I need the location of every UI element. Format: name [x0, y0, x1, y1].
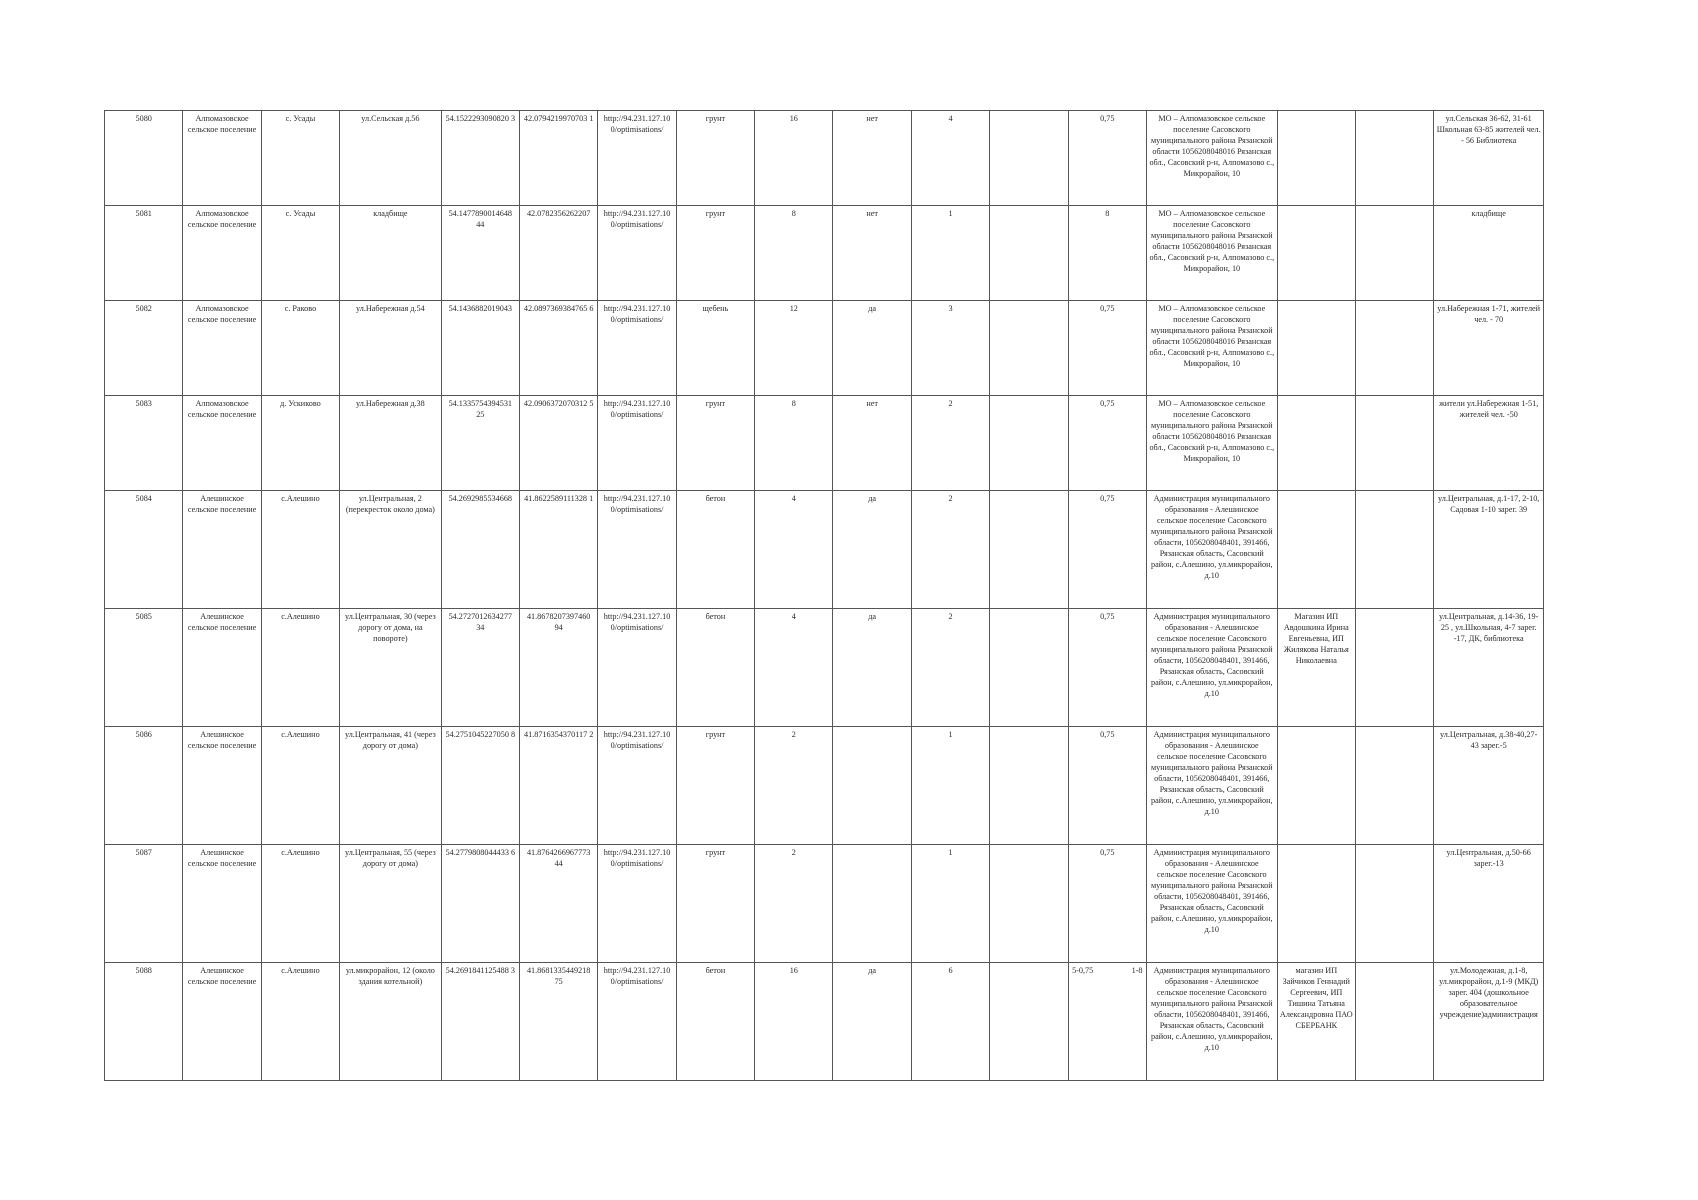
- cell-fence: да: [833, 609, 911, 727]
- volume-right: 1-8: [1131, 966, 1143, 975]
- cell-empty: [990, 396, 1068, 491]
- cell-fence: да: [833, 491, 911, 609]
- cell-address: кладбище: [340, 206, 441, 301]
- cell-empty: [990, 491, 1068, 609]
- cell-address: ул.Центральная, 41 (через дорогу от дома): [340, 727, 441, 845]
- cell-waste-generator: Магазин ИП Авдошкина Ирина Евгеньевна, ИП Жилякова Наталья Николаевна: [1277, 609, 1355, 727]
- cell-area: 4: [755, 609, 833, 727]
- cell-locality: с.Алешино: [261, 963, 339, 1081]
- cell-area: 16: [755, 111, 833, 206]
- cell-volume: 0,75: [1068, 845, 1146, 963]
- cell-url: http://94.231.127.10 0/optimisations/: [598, 206, 676, 301]
- volume-left: 5-0,75: [1072, 966, 1094, 975]
- cell-volume: 0,75: [1068, 111, 1146, 206]
- cell-latitude: 54.2692985534668: [441, 491, 519, 609]
- cell-settlement: Алпомазовское сельское поселение: [183, 396, 261, 491]
- cell-address: ул.Набережная д.38: [340, 396, 441, 491]
- cell-waste-generator: [1277, 727, 1355, 845]
- cell-locality: с. Раково: [261, 301, 339, 396]
- cell-empty: [990, 845, 1068, 963]
- cell-containers: 2: [911, 609, 989, 727]
- cell-containers: 6: [911, 963, 989, 1081]
- table-row: [105, 491, 1544, 609]
- cell-settlement: Алешинское сельское поселение: [183, 609, 261, 727]
- cell-latitude: 54.2691841125488 3: [441, 963, 519, 1081]
- cell-owner: МО – Алпомазовское сельское поселение Сасовского муниципального района Рязанской области 1056208048016 Рязанская обл., Сасовский р-н, Алпомазово с., Микрорайон, 10: [1146, 396, 1277, 491]
- table-row: [105, 845, 1544, 963]
- cell-url: http://94.231.127.10 0/optimisations/: [598, 727, 676, 845]
- cell-volume: 0,75: [1068, 301, 1146, 396]
- cell-waste-generator: [1277, 206, 1355, 301]
- cell-owner: МО – Алпомазовское сельское поселение Сасовского муниципального района Рязанской области 1056208048016 Рязанская обл., Сасовский р-н, Алпомазово с., Микрорайон, 10: [1146, 301, 1277, 396]
- waste-sites-table: [104, 110, 1544, 1081]
- cell-empty: [990, 301, 1068, 396]
- cell-empty: [990, 727, 1068, 845]
- cell-surface: грунт: [676, 396, 754, 491]
- cell-locality: с. Усады: [261, 111, 339, 206]
- cell-empty: [1355, 111, 1433, 206]
- cell-containers: 3: [911, 301, 989, 396]
- cell-containers: 2: [911, 396, 989, 491]
- cell-url: http://94.231.127.10 0/optimisations/: [598, 609, 676, 727]
- cell-empty: [990, 206, 1068, 301]
- cell-sources: ул.Центральная, д.50-66 зарег.-13: [1434, 845, 1544, 963]
- cell-address: ул.микрорайон, 12 (около здания котельной): [340, 963, 441, 1081]
- cell-waste-generator: [1277, 111, 1355, 206]
- cell-address: ул.Сельская д.56: [340, 111, 441, 206]
- cell-locality: с.Алешино: [261, 727, 339, 845]
- cell-surface: грунт: [676, 845, 754, 963]
- cell-address: ул.Центральная, 55 (через дорогу от дома): [340, 845, 441, 963]
- cell-empty: [1355, 609, 1433, 727]
- cell-longitude: 42.0782356262207: [519, 206, 597, 301]
- cell-empty: [1355, 396, 1433, 491]
- cell-number: 5088: [105, 963, 183, 1081]
- cell-area: 2: [755, 727, 833, 845]
- cell-empty: [1355, 301, 1433, 396]
- cell-fence: нет: [833, 111, 911, 206]
- cell-longitude: 42.0897369384765 6: [519, 301, 597, 396]
- cell-settlement: Алешинское сельское поселение: [183, 491, 261, 609]
- cell-sources: ул.Набережная 1-71, жителей чел. - 70: [1434, 301, 1544, 396]
- cell-volume: [1068, 963, 1146, 1081]
- cell-fence: [833, 845, 911, 963]
- cell-longitude: 42.0906372070312 5: [519, 396, 597, 491]
- cell-waste-generator: [1277, 845, 1355, 963]
- cell-owner: Администрация муниципального образования - Алешинское сельское поселение Сасовского муниципального района Рязанской области, 1056208048401, 391466, Рязанская область, Сасовский район, с.Алешино, ул.микрорайон, д.10: [1146, 609, 1277, 727]
- cell-containers: 1: [911, 727, 989, 845]
- cell-empty: [990, 963, 1068, 1081]
- cell-fence: [833, 727, 911, 845]
- cell-empty: [990, 111, 1068, 206]
- cell-volume: 0,75: [1068, 491, 1146, 609]
- cell-locality: с.Алешино: [261, 845, 339, 963]
- cell-waste-generator: [1277, 396, 1355, 491]
- cell-url: http://94.231.127.10 0/optimisations/: [598, 396, 676, 491]
- cell-sources: ул.Центральная, д.1-17, 2-10, Садовая 1-10 зарег. 39: [1434, 491, 1544, 609]
- cell-area: 12: [755, 301, 833, 396]
- cell-url: http://94.231.127.10 0/optimisations/: [598, 111, 676, 206]
- cell-sources: ул.Молодежная, д.1-8, ул.микрорайон, д.1-9 (МКД) зарег. 404 (дошкольное образовательное учреждение)администрация: [1434, 963, 1544, 1081]
- cell-number: 5080: [105, 111, 183, 206]
- cell-fence: нет: [833, 396, 911, 491]
- cell-area: 8: [755, 206, 833, 301]
- cell-number: 5081: [105, 206, 183, 301]
- table-row: [105, 609, 1544, 727]
- cell-waste-generator: [1277, 301, 1355, 396]
- cell-containers: 2: [911, 491, 989, 609]
- cell-surface: бетон: [676, 963, 754, 1081]
- cell-owner: МО – Алпомазовское сельское поселение Сасовского муниципального района Рязанской области 1056208048016 Рязанская обл., Сасовский р-н, Алпомазово с., Микрорайон, 10: [1146, 111, 1277, 206]
- cell-surface: грунт: [676, 111, 754, 206]
- cell-number: 5087: [105, 845, 183, 963]
- cell-area: 4: [755, 491, 833, 609]
- cell-owner: Администрация муниципального образования - Алешинское сельское поселение Сасовского муниципального района Рязанской области, 1056208048401, 391466, Рязанская область, Сасовский район, с.Алешино, ул.микрорайон, д.10: [1146, 727, 1277, 845]
- cell-longitude: 41.8681335449218 75: [519, 963, 597, 1081]
- table-row: [105, 206, 1544, 301]
- cell-settlement: Алешинское сельское поселение: [183, 727, 261, 845]
- cell-number: 5084: [105, 491, 183, 609]
- cell-empty: [1355, 491, 1433, 609]
- cell-volume: 8: [1068, 206, 1146, 301]
- cell-owner: Администрация муниципального образования - Алешинское сельское поселение Сасовского муниципального района Рязанской области, 1056208048401, 391466, Рязанская область, Сасовский район, с.Алешино, ул.микрорайон, д.10: [1146, 491, 1277, 609]
- cell-url: http://94.231.127.10 0/optimisations/: [598, 963, 676, 1081]
- table-body: [105, 111, 1544, 1081]
- cell-empty: [990, 609, 1068, 727]
- cell-settlement: Алешинское сельское поселение: [183, 845, 261, 963]
- cell-volume: 0,75: [1068, 396, 1146, 491]
- cell-containers: 1: [911, 206, 989, 301]
- cell-number: 5083: [105, 396, 183, 491]
- cell-surface: грунт: [676, 727, 754, 845]
- cell-surface: бетон: [676, 609, 754, 727]
- cell-url: http://94.231.127.10 0/optimisations/: [598, 301, 676, 396]
- cell-locality: с.Алешино: [261, 609, 339, 727]
- cell-containers: 1: [911, 845, 989, 963]
- cell-latitude: 54.1436882019043: [441, 301, 519, 396]
- cell-longitude: 41.8716354370117 2: [519, 727, 597, 845]
- cell-latitude: 54.2779808044433 6: [441, 845, 519, 963]
- cell-owner: Администрация муниципального образования - Алешинское сельское поселение Сасовского муниципального района Рязанской области, 1056208048401, 391466, Рязанская область, Сасовский район, с.Алешино, ул.микрорайон, д.10: [1146, 845, 1277, 963]
- cell-locality: с.Алешино: [261, 491, 339, 609]
- document-sheet: [104, 110, 1544, 1081]
- cell-sources: ул.Сельская 36-62, 31-61 Школьная 63-85 жителей чел. - 56 Библиотека: [1434, 111, 1544, 206]
- cell-settlement: Алпомазовское сельское поселение: [183, 206, 261, 301]
- cell-settlement: Алешинское сельское поселение: [183, 963, 261, 1081]
- cell-containers: 4: [911, 111, 989, 206]
- cell-area: 8: [755, 396, 833, 491]
- cell-settlement: Алпомазовское сельское поселение: [183, 111, 261, 206]
- cell-fence: нет: [833, 206, 911, 301]
- cell-waste-generator: [1277, 491, 1355, 609]
- cell-empty: [1355, 963, 1433, 1081]
- cell-surface: грунт: [676, 206, 754, 301]
- cell-latitude: 54.2727012634277 34: [441, 609, 519, 727]
- cell-number: 5082: [105, 301, 183, 396]
- cell-volume: 0,75: [1068, 609, 1146, 727]
- table-row: [105, 963, 1544, 1081]
- cell-owner: МО – Алпомазовское сельское поселение Сасовского муниципального района Рязанской области 1056208048016 Рязанская обл., Сасовский р-н, Алпомазово с., Микрорайон, 10: [1146, 206, 1277, 301]
- cell-number: 5085: [105, 609, 183, 727]
- cell-latitude: 54.2751045227050 8: [441, 727, 519, 845]
- cell-waste-generator: магазин ИП Зайчиков Геннадий Сергеевич, ИП Тишина Татьяна Александровна ПАО СБЕРБАНК: [1277, 963, 1355, 1081]
- cell-latitude: 54.1522293090820 3: [441, 111, 519, 206]
- table-row: [105, 396, 1544, 491]
- cell-longitude: 41.8678207397460 94: [519, 609, 597, 727]
- table-row: [105, 111, 1544, 206]
- cell-url: http://94.231.127.10 0/optimisations/: [598, 491, 676, 609]
- cell-owner: Администрация муниципального образования - Алешинское сельское поселение Сасовского муниципального района Рязанской области, 1056208048401, 391466, Рязанская область, Сасовский район, с.Алешино, ул.микрорайон, д.10: [1146, 963, 1277, 1081]
- table-row: [105, 727, 1544, 845]
- cell-empty: [1355, 206, 1433, 301]
- cell-area: 2: [755, 845, 833, 963]
- cell-locality: д. Ускиково: [261, 396, 339, 491]
- cell-surface: бетон: [676, 491, 754, 609]
- cell-empty: [1355, 845, 1433, 963]
- cell-area: 16: [755, 963, 833, 1081]
- cell-address: ул.Центральная, 30 (через дорогу от дома, на повороте): [340, 609, 441, 727]
- cell-longitude: 41.8764266967773 44: [519, 845, 597, 963]
- cell-fence: да: [833, 301, 911, 396]
- cell-address: ул.Набережная д.54: [340, 301, 441, 396]
- cell-sources: жители ул.Набережная 1-51, жителей чел. -50: [1434, 396, 1544, 491]
- cell-address: ул.Центральная, 2 (перекресток около дома): [340, 491, 441, 609]
- cell-locality: с. Усады: [261, 206, 339, 301]
- cell-fence: да: [833, 963, 911, 1081]
- cell-sources: ул.Центральная, д.14-36, 19-25 , ул.Школьная, 4-7 зарег. -17, ДК, библиотека: [1434, 609, 1544, 727]
- cell-latitude: 54.1335754394531 25: [441, 396, 519, 491]
- cell-settlement: Алпомазовское сельское поселение: [183, 301, 261, 396]
- cell-surface: щебень: [676, 301, 754, 396]
- table-row: [105, 301, 1544, 396]
- cell-empty: [1355, 727, 1433, 845]
- cell-longitude: 41.8622589111328 1: [519, 491, 597, 609]
- cell-sources: ул.Центральная, д.38-40,27-43 зарег.-5: [1434, 727, 1544, 845]
- cell-url: http://94.231.127.10 0/optimisations/: [598, 845, 676, 963]
- cell-longitude: 42.0794219970703 1: [519, 111, 597, 206]
- cell-latitude: 54.1477890014648 44: [441, 206, 519, 301]
- cell-sources: кладбище: [1434, 206, 1544, 301]
- cell-number: 5086: [105, 727, 183, 845]
- cell-volume: 0,75: [1068, 727, 1146, 845]
